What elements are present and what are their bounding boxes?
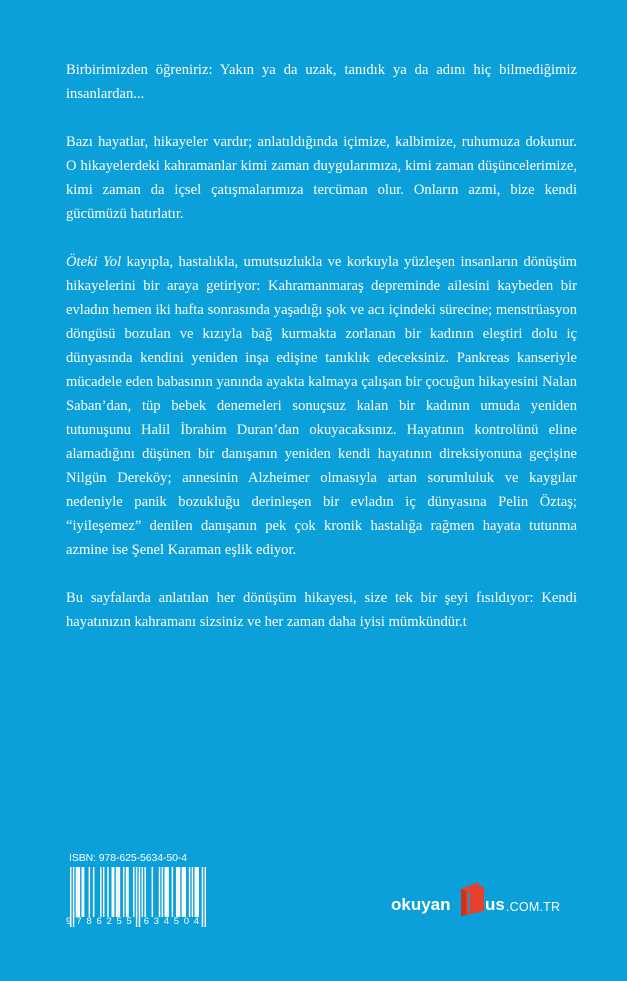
- blurb-paragraph-1: Birbirimizden öğreniriz: Yakın ya da uzak, tanıdık ya da adını hiç bilmediğimiz insanlardan...: [66, 62, 577, 102]
- barcode-bar: [197, 867, 198, 917]
- barcode-bar: [185, 867, 186, 917]
- barcode-bar: [133, 867, 134, 917]
- barcode-bar: [117, 867, 118, 917]
- blurb-paragraph-3: [66, 250, 577, 562]
- barcode-bar: [183, 867, 184, 917]
- barcode-bar: [73, 867, 74, 927]
- barcode-bar: [189, 867, 190, 917]
- barcode-bar: [205, 867, 206, 927]
- barcode-bar: [192, 867, 193, 917]
- barcode-bar: [164, 867, 165, 917]
- barcode-bar: [127, 867, 128, 917]
- barcode-bar: [179, 867, 180, 917]
- barcode-digit: 5: [116, 916, 122, 927]
- publisher-logo: [391, 883, 601, 923]
- blurb-paragraph-4: Bu sayfalarda anlatılan her dönüşüm hikayesi, size tek bir şeyi fısıldıyor: Kendi hayatınızın kahramanı sizsiniz ve her zaman daha iyisi mümkündür.t: [66, 590, 577, 630]
- barcode-bar: [159, 867, 160, 917]
- barcode-bar: [152, 867, 153, 917]
- barcode-digit: 9: [66, 916, 72, 927]
- barcode-bar: [116, 867, 117, 917]
- blurb-paragraph-2: Bazı hayatlar, hikayeler vardır; anlatıldığında içimize, kalbimize, ruhumuza dokunur. O hikayelerdeki kahramanlar kimi zaman duygularımıza, kimi zaman düşüncelerimize, kimi zaman da içsel çatışmalarımıza tercüman olur. Onların azmi, bize kendi gücümüzü hatırlatır.: [66, 134, 577, 222]
- barcode-bar: [112, 867, 113, 917]
- barcode-digit: 7: [76, 916, 82, 927]
- isbn-label: ISBN: 978-625-5634-50-4: [69, 852, 187, 864]
- barcode-digit: 4: [163, 916, 170, 927]
- barcode-digit: 5: [126, 916, 132, 927]
- barcode-bar: [202, 867, 203, 927]
- barcode-digit: 4: [193, 916, 200, 927]
- barcode-bar: [79, 867, 80, 917]
- isbn-barcode-block: [66, 852, 206, 938]
- barcode-digit: 6: [96, 916, 102, 927]
- barcode-bar: [103, 867, 104, 917]
- barcode-bar: [142, 867, 143, 917]
- barcode-bar: [166, 867, 167, 917]
- barcode-digit: 6: [143, 916, 149, 927]
- barcode-bar: [196, 867, 197, 917]
- barcode-bar: [195, 867, 196, 917]
- barcode-digit: 0: [183, 916, 190, 927]
- barcode-digit: 3: [153, 916, 159, 927]
- barcode-bar: [167, 867, 168, 917]
- barcode-bar: [77, 867, 78, 917]
- barcode-bar: [123, 867, 124, 917]
- logo-text-us: us: [485, 895, 505, 914]
- barcode-bar: [177, 867, 178, 917]
- barcode-digit: 8: [86, 916, 92, 927]
- barcode-bar: [182, 867, 183, 917]
- barcode-bar: [172, 867, 173, 917]
- blurb-paragraph-3-body: kayıpla, hastalıkla, umutsuzlukla ve korkuyla yüzleşen insanların dönüşüm hikayelerini bir araya getiriyor: Kahramanmaraş depreminde ailesini kaybeden bir evladın hemen iki hafta sonrasında yaşadığı şok ve acı içindeki sürecine; menstrüasyon döngüsü bozulan ve kızıyla bağ kurmakta zorlanan bir kadının eleştiri dolu iç dünyasında kendini yeniden inşa edişine tanıklık edeceksiniz. Pankreas kanseriyle mücadele eden babasının yanında ayakta kalmaya çalışan bir çocuğun hikayesini Nalan Saban’dan, tüp bebek denemeleri sonuçsuz kalan bir kadının umuda yeniden tutunuşunu Halil İbrahim Duran’dan okuyacaksınız. Hayatının kontrolünü eline alamadığını düşünen bir danışanın yeniden kendi hayatının direksiyonuna geçişine Nilgün Dereköy; annesinin Alzheimer olmasıyla artan sorumluluk ve kaygılar nedeniyle panik bozukluğu derinleşen bir evladın iç dünyasına Pelin Öztaş; “iyileşemez” denilen danışanın pek çok kronik hastalığa rağmen hayata tutunma azmine ise Şenel Karaman eşlik ediyor.: [66, 254, 577, 558]
- barcode-bar: [89, 867, 90, 917]
- barcode-bar: [81, 867, 82, 917]
- barcode-bar: [76, 867, 77, 917]
- logo-text-okuyan: okuyan: [391, 895, 451, 914]
- logo-domain: .COM.TR: [506, 900, 561, 914]
- barcode-bar: [113, 867, 114, 917]
- barcode-bar: [176, 867, 177, 917]
- barcode-bar: [107, 867, 108, 917]
- barcode-digit: 5: [173, 916, 180, 927]
- barcode-digit: 2: [106, 916, 112, 927]
- barcode-bar: [139, 867, 140, 927]
- book-title: Öteki Yol: [66, 254, 122, 270]
- barcode-bar: [100, 867, 101, 917]
- barcode-bar: [162, 867, 163, 917]
- barcode-bar: [126, 867, 127, 917]
- barcode-bar: [83, 867, 84, 917]
- barcode-bar: [144, 867, 145, 917]
- blurb-text: [66, 58, 577, 634]
- barcode-bar: [93, 867, 94, 917]
- barcode-bar: [136, 867, 137, 927]
- barcode-bar: [119, 867, 120, 917]
- red-book-icon: [457, 879, 485, 919]
